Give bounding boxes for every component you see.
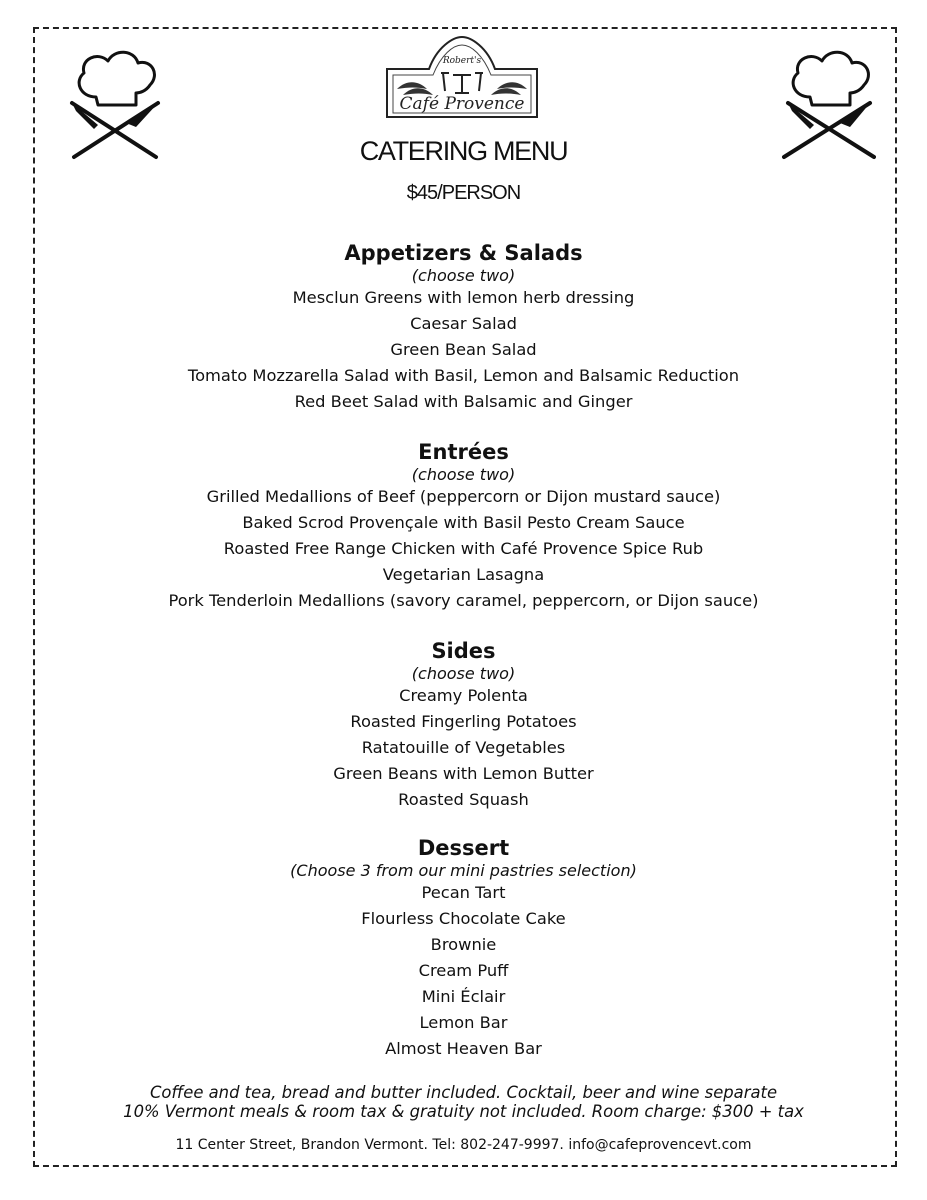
- section-note: (choose two): [411, 664, 516, 683]
- contact-address: 11 Center Street, Brandon Vermont. Tel: 802-247-9997. info@cafeprovencevt.com: [175, 1137, 752, 1153]
- section-title: Dessert: [417, 836, 510, 860]
- menu-item: Roasted Squash: [398, 790, 529, 809]
- menu-item: Ratatouille of Vegetables: [361, 738, 566, 757]
- section-note: (choose two): [411, 465, 516, 484]
- footer-note-line-1: Coffee and tea, bread and butter included. Cocktail, beer and wine separate: [149, 1083, 778, 1102]
- menu-item: Tomato Mozzarella Salad with Basil, Lemon and Balsamic Reduction: [187, 366, 740, 385]
- menu-item: Roasted Fingerling Potatoes: [350, 712, 577, 731]
- menu-item: Red Beet Salad with Balsamic and Ginger: [294, 392, 633, 411]
- menu-item: Creamy Polenta: [399, 686, 528, 705]
- page-title: CATERING MENU: [359, 136, 568, 166]
- menu-item: Flourless Chocolate Cake: [361, 909, 566, 928]
- menu-item: Mini Éclair: [421, 987, 506, 1006]
- section-note: (Choose 3 from our mini pastries selection): [290, 861, 637, 880]
- menu-item: Brownie: [430, 935, 497, 954]
- menu-item: Almost Heaven Bar: [385, 1039, 542, 1058]
- menu-item: Roasted Free Range Chicken with Café Provence Spice Rub: [223, 539, 704, 558]
- section-sides: [0, 638, 927, 813]
- menu-item: Caesar Salad: [410, 314, 517, 333]
- menu-item: Baked Scrod Provençale with Basil Pesto Cream Sauce: [242, 513, 685, 532]
- section-title: Sides: [431, 639, 496, 663]
- menu-item: Cream Puff: [418, 961, 509, 980]
- menu-item: Vegetarian Lasagna: [382, 565, 545, 584]
- footer-note-line-2: 10% Vermont meals & room tax & gratuity not included. Room charge: $300 + tax: [123, 1102, 804, 1121]
- section-title: Entrées: [418, 440, 509, 464]
- menu-item: Green Bean Salad: [390, 340, 537, 359]
- menu-item: Pecan Tart: [421, 883, 506, 902]
- menu-item: Lemon Bar: [419, 1013, 508, 1032]
- section-title: Appetizers & Salads: [344, 241, 583, 265]
- section-appetizers: [0, 240, 927, 415]
- cafe-provence-logo: [383, 33, 541, 119]
- section-note: (choose two): [411, 266, 516, 285]
- section-entrees: [0, 439, 927, 614]
- menu-item: Pork Tenderloin Medallions (savory caramel, peppercorn, or Dijon sauce): [168, 591, 759, 610]
- menu-item: Green Beans with Lemon Butter: [333, 764, 594, 783]
- menu-item: Mesclun Greens with lemon herb dressing: [292, 288, 635, 307]
- section-dessert: [0, 835, 927, 1062]
- price-per-person: $45/PERSON: [406, 182, 521, 204]
- menu-item: Grilled Medallions of Beef (peppercorn or Dijon mustard sauce): [206, 487, 721, 506]
- logo-name: Café Provence: [399, 94, 525, 114]
- logo-top-script: Robert's: [442, 56, 482, 66]
